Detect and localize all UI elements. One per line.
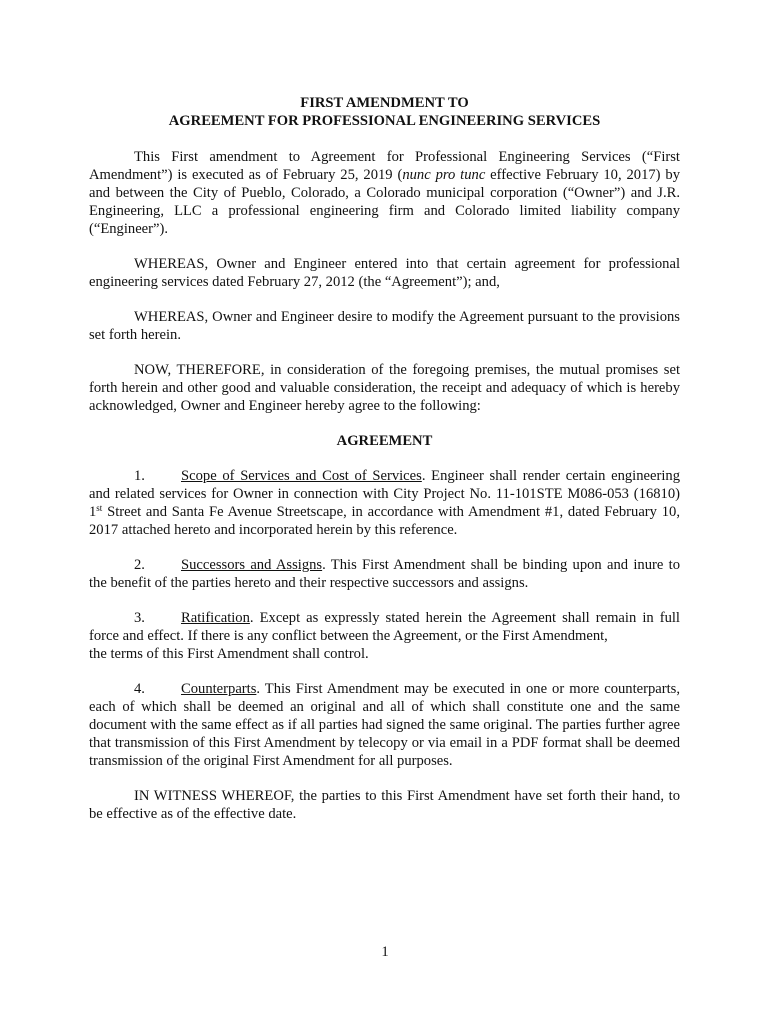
page-number: 1 [381, 944, 389, 960]
section-1-number: 1. [134, 468, 145, 484]
section-1 [89, 467, 680, 539]
section-1-text-b: Street and Santa Fe Avenue Streetscape, in accordance with Amendment #1, dated February 10, 2017 attached hereto and incorporated herein by this reference. [89, 504, 680, 538]
section-3-continuation: the terms of this First Amendment shall control. [89, 646, 369, 662]
section-2-number: 2. [134, 557, 145, 573]
section-1-superscript: st [96, 503, 103, 513]
section-3-text: . Except as expressly stated herein the Agreement shall remain in full force and effect. If there is any conflict between the Agreement, or the First Amendment, [89, 610, 680, 644]
intro-italic: nunc pro tunc [402, 167, 486, 183]
section-2-heading: Successors and Assigns [181, 557, 323, 573]
title-line-2: AGREEMENT FOR PROFESSIONAL ENGINEERING SERVICES [168, 113, 601, 129]
whereas-paragraph-1: WHEREAS, Owner and Engineer entered into that certain agreement for professional engineering services dated February 27, 2012 (the “Agreement”); and, [89, 256, 680, 290]
intro-paragraph [89, 148, 680, 238]
document-body [89, 94, 680, 823]
now-therefore-paragraph: NOW, THEREFORE, in consideration of the foregoing premises, the mutual promises set forth herein and other good and valuable consideration, the receipt and adequacy of which is hereby acknowledged, Owner and Engineer hereby agree to the following: [89, 362, 680, 414]
section-4-number: 4. [134, 681, 145, 697]
witness-paragraph: IN WITNESS WHEREOF, the parties to this First Amendment have set forth their hand, to be effective as of the effective date. [89, 788, 680, 822]
section-1-heading: Scope of Services and Cost of Services [181, 468, 422, 484]
whereas-paragraph-2: WHEREAS, Owner and Engineer desire to modify the Agreement pursuant to the provisions set forth herein. [89, 309, 680, 343]
section-2 [89, 556, 680, 592]
intro-text-2: effective February 10, 2017) by and between the City of Pueblo, Colorado, a Colorado municipal corporation (“Owner”) and J.R. Engineering, LLC a professional engineering firm and Colorado limited liability company (“Engineer”). [89, 167, 680, 237]
intro-text-1: This First amendment to Agreement for Professional Engineering Services (“First Amendment”) is executed as of February 25, 2019 ( [89, 149, 680, 183]
section-4 [89, 680, 680, 770]
title-line-1: FIRST AMENDMENT TO [300, 95, 469, 111]
section-4-heading: Counterparts [181, 681, 257, 697]
section-2-text: . This First Amendment shall be binding upon and inure to the benefit of the parties hereto and their respective successors and assigns. [89, 557, 680, 591]
section-3 [89, 609, 680, 645]
section-3-number: 3. [134, 610, 145, 626]
section-4-text: . This First Amendment may be executed in one or more counterparts, each of which shall be deemed an original and all of which shall constitute one and the same document with the same effect as if all parties had signed the same original. The parties further agree that transmission of this First Amendment by telecopy or via email in a PDF format shall be deemed transmission of the original First Amendment for all purposes. [89, 681, 680, 769]
section-1-text-a: . Engineer shall render certain engineering and related services for Owner in connection with City Project No. 11-101STE M086-053 (16810) 1 [89, 468, 680, 520]
section-3-heading: Ratification [181, 610, 250, 626]
agreement-heading: AGREEMENT [336, 433, 433, 449]
